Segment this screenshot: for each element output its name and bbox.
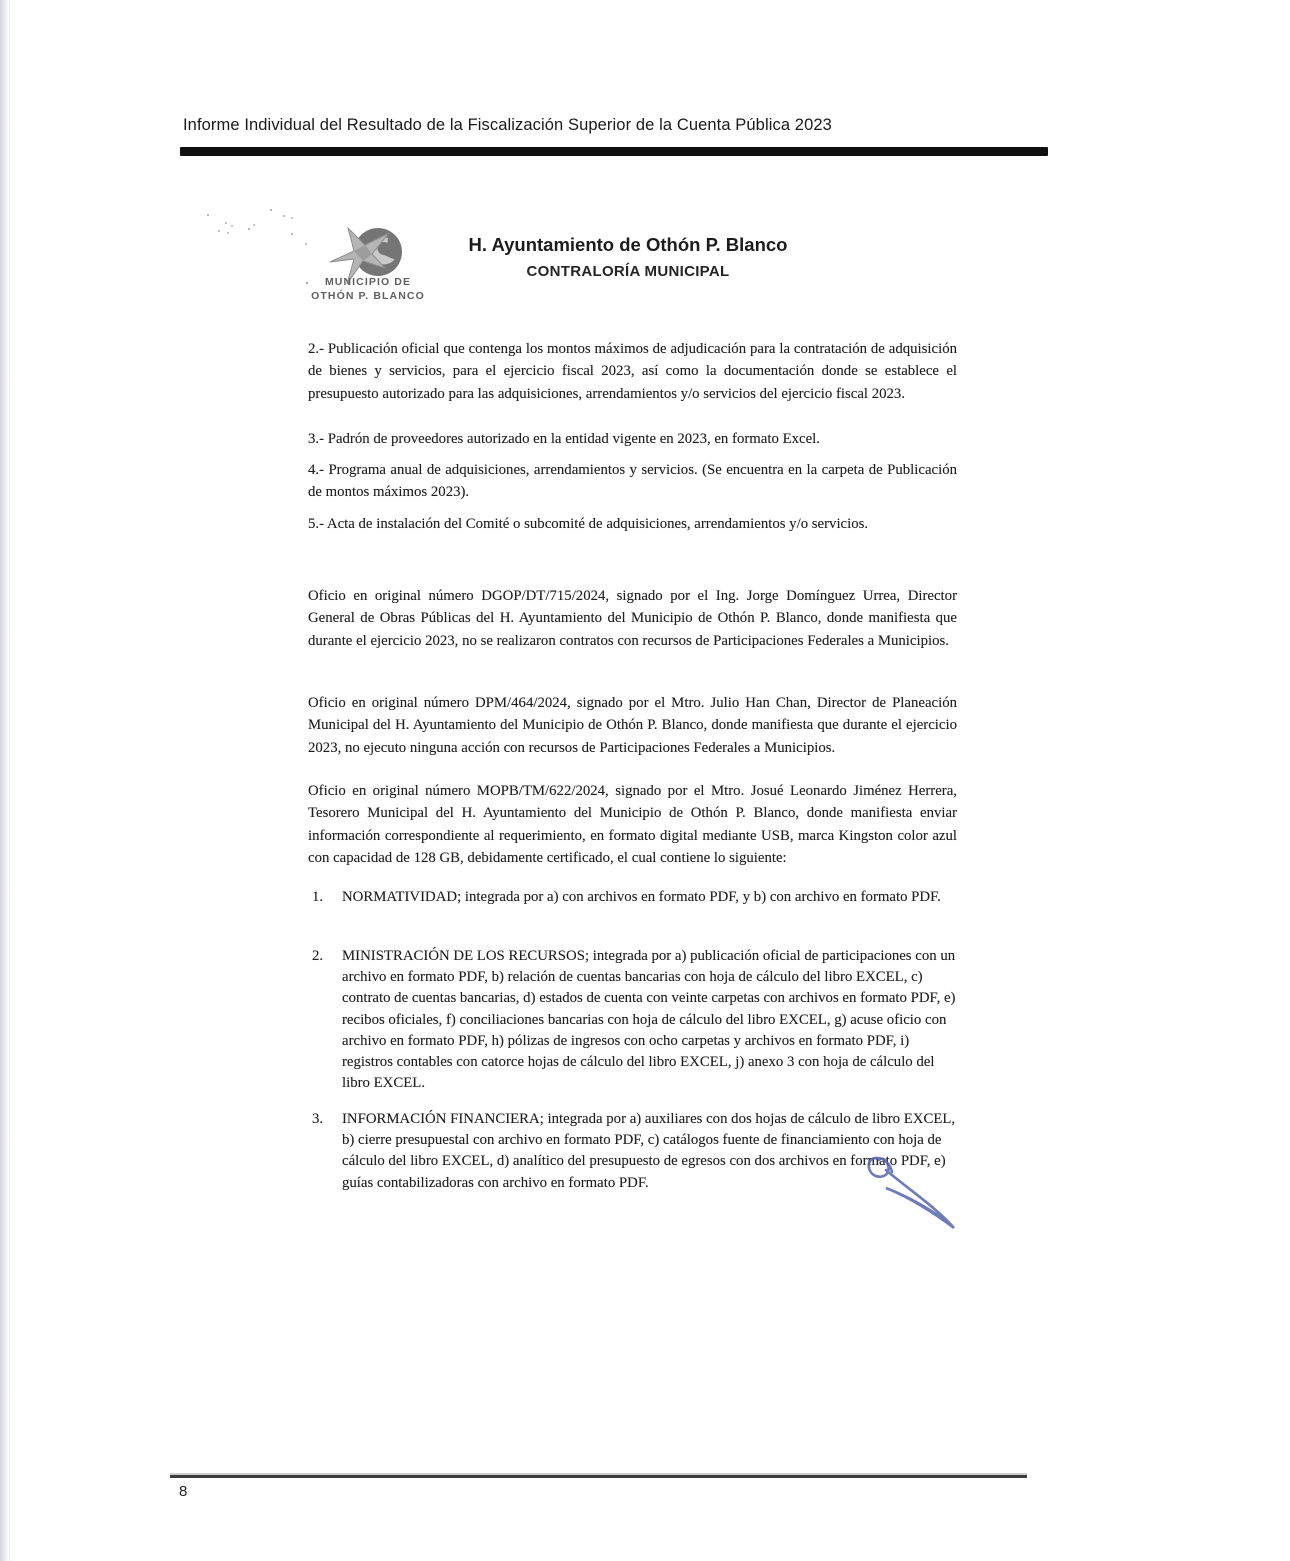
- page-number: 8: [179, 1483, 188, 1500]
- paragraph-oficio-dgop: Oficio en original número DGOP/DT/715/2024, signado por el Ing. Jorge Domínguez Urrea, Director General de Obras Públicas del H. Ayuntamiento del Municipio de Othón P. Blanco, donde manifiesta que durante el ejercicio 2023, no se realizaron contratos con recursos de Participaciones Federales a Municipios.: [308, 588, 957, 649]
- paragraph-requirement-4: 4.- Programa anual de adquisiciones, arrendamientos y servicios. (Se encuentra en la carpeta de Publicación de montos máximos 2023).: [308, 462, 957, 501]
- list-item-text: NORMATIVIDAD; integrada por a) con archivos en formato PDF, y b) con archivo en formato PDF.: [342, 889, 941, 905]
- list-item-normatividad: [312, 887, 957, 908]
- logo-caption-line2: OTHÓN P. BLANCO: [311, 289, 425, 302]
- report-header-title: Informe Individual del Resultado de la Fiscalización Superior de la Cuenta Pública 2023: [183, 116, 832, 134]
- footer-rule: [170, 1475, 1027, 1478]
- paragraph-requirement-5: 5.- Acta de instalación del Comité o subcomité de adquisiciones, arrendamientos y/o servicios.: [308, 516, 869, 532]
- paragraph-oficio-dpm: Oficio en original número DPM/464/2024, signado por el Mtro. Julio Han Chan, Director de Planeación Municipal del H. Ayuntamiento del Municipio de Othón P. Blanco, donde manifiesta que durante el ejercicio 2023, no ejecuto ninguna acción con recursos de Participaciones Federales a Municipios.: [308, 695, 957, 756]
- list-item-ministracion: [312, 946, 957, 1094]
- list-item-text: MINISTRACIÓN DE LOS RECURSOS; integrada por a) publicación oficial de participaciones con un archivo en formato PDF, b) relación de cuentas bancarias con hoja de cálculo del libro EXCEL, c) contrato de cuentas bancarias, d) estados de cuenta con veinte carpetas con archivos en formato PDF, e) recibos oficiales, f) conciliaciones bancarias con hoja de cálculo del libro EXCEL, g) acuse oficio con archivo en formato PDF, h) pólizas de ingresos con ocho carpetas y archivos en formato PDF, i) registros contables con catorce hojas de cálculo del libro EXCEL, j) anexo 3 con hoja de cálculo del libro EXCEL.: [342, 948, 956, 1092]
- letterhead-office: CONTRALORÍA MUNICIPAL: [526, 263, 730, 280]
- scan-page-edge: [0, 0, 10, 1561]
- signature-ink-icon: [856, 1146, 974, 1246]
- scan-speckles: [207, 214, 209, 216]
- letterhead-entity: H. Ayuntamiento de Othón P. Blanco: [468, 234, 788, 255]
- logo-caption-line1: MUNICIPIO DE: [324, 276, 412, 288]
- paragraph-oficio-mopb: Oficio en original número MOPB/TM/622/2024, signado por el Mtro. Josué Leonardo Jiménez Herrera, Tesorero Municipal del H. Ayuntamiento del Municipio de Othón P. Blanco, donde manifiesta enviar información correspondiente al requerimiento, en formato digital mediante USB, marca Kingston color azul con capacidad de 128 GB, debidamente certificado, el cual contiene lo siguiente:: [308, 783, 957, 867]
- header-rule: [180, 147, 1048, 156]
- list-item-text: INFORMACIÓN FINANCIERA; integrada por a) auxiliares con dos hojas de cálculo de libro EXCEL, b) cierre presupuestal con archivo en formato PDF, c) catálogos fuente de financiamiento con hoja de cálculo del libro EXCEL, d) analítico del presupuesto de egresos con dos archivos en formato PDF, e) guías contabilizadoras con archivo en formato PDF.: [342, 1111, 956, 1191]
- paragraph-requirement-2: 2.- Publicación oficial que contenga los montos máximos de adjudicación para la contratación de adquisición de bienes y servicios, para el ejercicio fiscal 2023, así como la documentación donde se establece el presupuesto autorizado para las adquisiciones, arrendamientos y/o servicios del ejercicio fiscal 2023.: [308, 341, 957, 402]
- list-item-number: 1.: [312, 889, 324, 905]
- paragraph-requirement-3: 3.- Padrón de proveedores autorizado en la entidad vigente en 2023, en formato Excel.: [308, 431, 820, 447]
- logo-caption: [288, 276, 448, 303]
- list-item-number: 2.: [312, 948, 324, 964]
- list-item-number: 3.: [312, 1111, 324, 1127]
